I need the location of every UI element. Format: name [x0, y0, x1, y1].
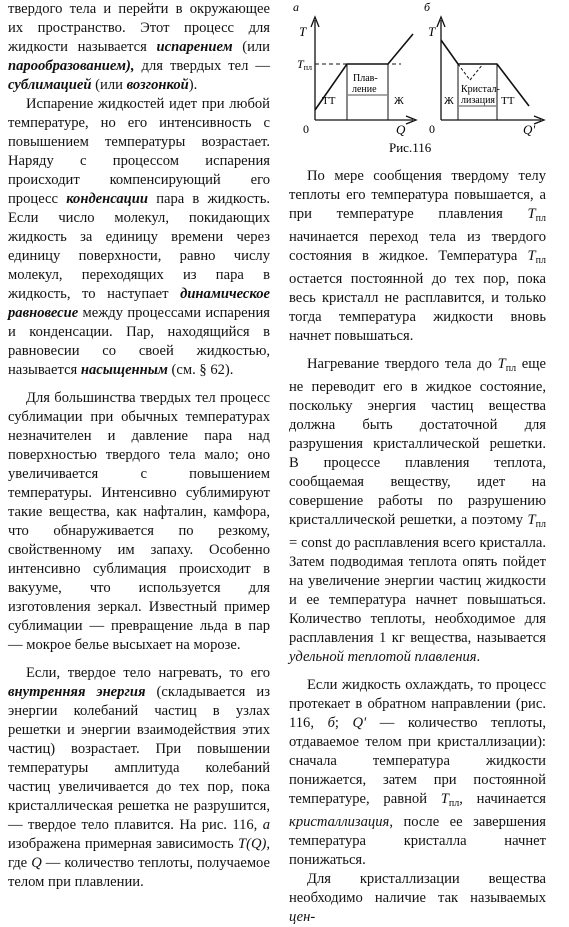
term-specific-heat-of-fusion: удельной теплотой плавления: [289, 649, 477, 665]
term-sublimation: сублимацией: [8, 77, 92, 93]
paragraph-melting-heat: Нагревание твердого тела до $T_{пл}$ еще не переводит его в жидкое состояние, поскольку энергия частиц вещества должна быть достаточной для разрушения кристаллической решетки. В процессе плавления теплота, сообщаемая веществу, идет на совершение работы по разрушению кристаллической решетки, а поэтому $T_{пл}$ = const до расплавления всего кристалла. Затем подводимая теплота опять пойдет на увеличение энергии частиц жидкости и ее температура начнет повышаться. Количество теплоты, необходимое для расплавления 1 кг вещества, называется удельной теплотой плавления.: [289, 356, 546, 665]
term-internal-energy: внутренняя энергия: [8, 684, 146, 700]
figure-116-graphs: [289, 0, 546, 160]
graph-a-region-liquid: Ж: [394, 95, 404, 107]
graph-a-region-melting-2: ление: [352, 84, 377, 95]
graph-b-region-crystallization-1: Кристал-: [461, 84, 500, 95]
graph-b-supercooling: [458, 64, 483, 80]
term-vozgonka: возгонкой: [126, 77, 189, 93]
graph-a-origin: 0: [303, 122, 309, 136]
paragraph-melting: Если, твердое тело нагревать, то его внутренняя энергия (складывается из энергии колебаний частиц в узлах решетки и энергии взаимодействия этих частиц) возрастает. При повышении температуры амплитуда колебаний частиц увеличивается до тех пор, пока кристаллическая решетка не разрушится, — твердое тело плавится. На рис. 116, а изображена примерная зависимость T(Q), где Q — количество теплоты, получаемое телом при плавлении.: [8, 665, 271, 890]
term-crystallization: кристаллизация: [289, 814, 390, 830]
graph-b: [424, 0, 544, 137]
paragraph-condensation: Испарение жидкостей идет при любой температуре, но его интенсивность с повышением температуры возрастает. Наряду с процессом испарения происходит компенсирующий его процесс конденсации пара в жидкость. Если число молекул, покидающих жидкость за единицу времени через единицу поверхности, равно числу молекул, переходящих из пара в жидкость, то наступает динамическое равновесие между процессами испарения и конденсации. Пар, находящийся в равновесии со своей жидкостью, называется насыщенным (см. § 62).: [8, 96, 270, 378]
graph-b-letter: б: [424, 0, 431, 14]
graph-a-tpl-label: Tпл: [297, 57, 312, 72]
term-dynamic-equilibrium: динамическое равновесие: [8, 286, 270, 321]
paragraph-heating: По мере сообщения твердому телу теплоты его температура повышается, а при температуре плавления $T_{пл}$ начинается переход тела из твердого состояния в жидкое. Температура $T_{пл}$ остается постоянной до тех пор, пока весь кристалл не расплавится, и только тогда температура жидкости вновь начнет повышаться.: [289, 168, 546, 344]
graph-a-letter: а: [293, 0, 299, 14]
paragraph-evaporation: твердого тела и перейти в окружающее их пространство. Этот процесс для жидкости называется испарением (или парообразованием), для твердых тел — сублимацией (или возгонкой).: [8, 1, 270, 93]
term-condensation: конденсации: [66, 191, 149, 207]
left-column: [8, 0, 270, 892]
graph-a-y-label: T: [299, 24, 307, 39]
figure-caption: Рис.116: [389, 140, 432, 155]
paragraph-cooling: Если жидкость охлаждать, то процесс протекает в обратном направлении (рис. 116, б; Q' — количество теплоты, отдаваемое телом при кристаллизации): сначала температура жидкости понижается, затем при постоянной температуре, равной $T_{пл}$, начинается кристаллизация, после ее завершения температура кристалла начнет понижаться.: [289, 677, 546, 868]
right-column: [289, 167, 546, 927]
term-saturated: насыщенным: [80, 362, 168, 378]
paragraph-crystallization-centers: Для кристаллизации вещества необходимо наличие так называемых цен-: [289, 871, 546, 925]
figure-116: [289, 0, 546, 160]
term-vaporization: парообразованием),: [8, 58, 135, 74]
graph-b-region-crystallization-2: лизация: [461, 95, 496, 106]
paragraph-sublimation: Для большинства твердых тел процесс сублимации при обычных температурах незначителен и давление пара над поверхностью твердого тела мало; оно увеличивается с повышением температуры. Интенсивно сублимируют такие вещества, как нафталин, камфора, что обнаруживается по резкому, свойственному им запаху. Особенно интенсивно сублимация происходит в вакууме, что используется для изготовления зеркал. Известный пример сублимации — превращение льда в пар — мокрое белье высыхает на морозе.: [8, 390, 270, 653]
graph-b-x-label: Q': [523, 122, 536, 137]
graph-b-region-solid: ТТ: [501, 95, 515, 107]
graph-b-origin: 0: [429, 122, 435, 136]
graph-b-y-label: T: [428, 24, 436, 39]
graph-a-region-melting-1: Плав-: [353, 73, 378, 84]
graph-a-region-solid: ТТ: [322, 95, 336, 107]
graph-a: [293, 0, 416, 137]
graph-a-x-label: Q: [396, 122, 406, 137]
term-evaporation: испарением: [156, 39, 233, 55]
graph-b-region-liquid: Ж: [444, 95, 454, 107]
